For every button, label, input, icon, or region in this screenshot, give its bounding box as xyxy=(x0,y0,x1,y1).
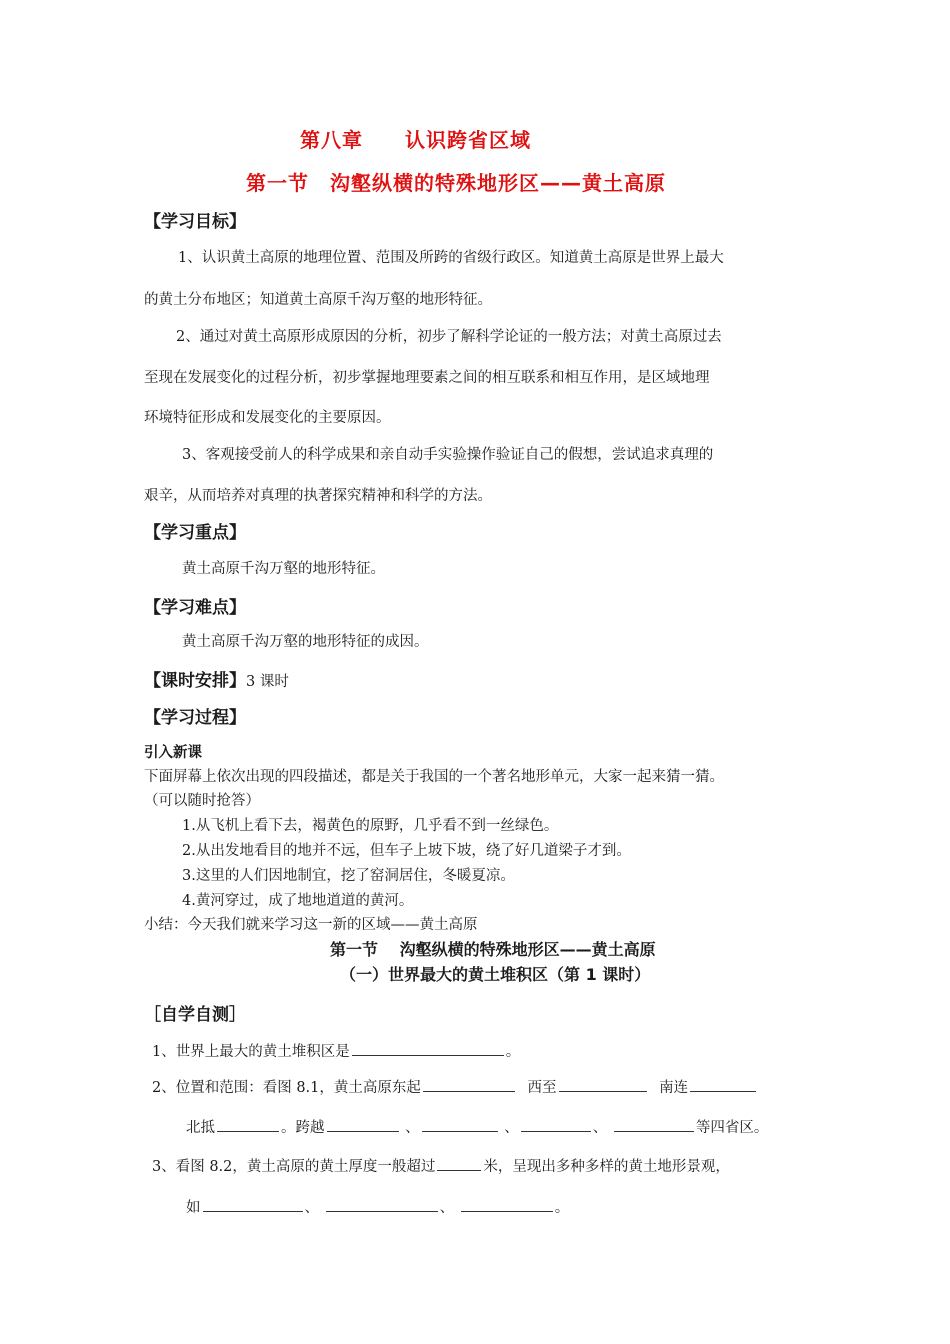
intro-item-2: 2.从出发地看目的地并不远，但车子上坡下坡，绕了好几道梁子才到。 xyxy=(182,843,631,859)
intro-item-1: 1.从飞机上看下去，褐黄色的原野，几乎看不到一丝绿色。 xyxy=(182,818,559,834)
answer-blank[interactable] xyxy=(559,1077,647,1092)
objective-2-line-2: 至现在发展变化的过程分析，初步掌握地理要素之间的相互联系和相互作用，是区域地理 xyxy=(144,370,710,386)
schedule-text: 3 课时 xyxy=(246,674,289,690)
schedule-row xyxy=(144,666,289,691)
answer-blank[interactable] xyxy=(203,1197,303,1212)
intro-title: 引入新课 xyxy=(144,745,202,761)
question-3-line-1: 3、看图 8.2，黄土高原的黄土厚度一般超过 米，呈现出多种多样的黄土地形景观， xyxy=(152,1155,730,1176)
objective-3-line-2: 艰辛，从而培养对真理的执著探究精神和科学的方法。 xyxy=(144,488,492,504)
objective-2-line-3: 环境特征形成和发展变化的主要原因。 xyxy=(144,410,391,426)
answer-blank[interactable] xyxy=(423,1077,515,1092)
question-1: 1、世界上最大的黄土堆积区是 。 xyxy=(152,1040,520,1061)
key-points-text: 黄土高原千沟万壑的地形特征。 xyxy=(182,561,385,577)
answer-blank[interactable] xyxy=(521,1117,591,1132)
answer-blank[interactable] xyxy=(327,1117,399,1132)
section-title: 第一节 沟壑纵横的特殊地形区——黄土高原 xyxy=(246,171,666,195)
key-points-heading: 【学习重点】 xyxy=(144,523,246,543)
question-3-line-2: 如 、 、 。 xyxy=(186,1196,569,1217)
intro-line-2: （可以随时抢答） xyxy=(144,793,260,809)
question-2-line-2: 北抵 。跨越 、 、 、 等四省区。 xyxy=(186,1116,768,1137)
answer-blank[interactable] xyxy=(461,1197,553,1212)
intro-summary: 小结：今天我们就来学习这一新的区域——黄土高原 xyxy=(144,917,478,933)
process-heading: 【学习过程】 xyxy=(144,708,246,728)
answer-blank[interactable] xyxy=(614,1117,694,1132)
objective-1-line-2: 的黄土分布地区；知道黄土高原千沟万壑的地形特征。 xyxy=(144,292,492,308)
chapter-title: 第八章 认识跨省区域 xyxy=(300,128,531,152)
question-2-line-1: 2、位置和范围：看图 8.1，黄土高原东起 西至 南连 xyxy=(152,1076,758,1097)
answer-blank[interactable] xyxy=(326,1197,438,1212)
intro-line-1: 下面屏幕上依次出现的四段描述，都是关于我国的一个著名地形单元，大家一起来猜一猜。 xyxy=(144,769,724,785)
section-2-title: 第一节 沟壑纵横的特殊地形区——黄土高原 xyxy=(330,940,656,959)
answer-blank[interactable] xyxy=(690,1077,756,1092)
answer-blank[interactable] xyxy=(437,1156,481,1171)
objective-1-line-1: 1、认识黄土高原的地理位置、范围及所跨的省级行政区。知道黄土高原是世界上最大 xyxy=(178,250,724,266)
intro-item-3: 3.这里的人们因地制宜，挖了窑洞居住，冬暖夏凉。 xyxy=(182,868,515,884)
answer-blank[interactable] xyxy=(352,1041,504,1056)
answer-blank[interactable] xyxy=(217,1117,279,1132)
objective-3-line-1: 3、客观接受前人的科学成果和亲自动手实验操作验证自己的假想，尝试追求真理的 xyxy=(182,447,714,463)
intro-item-4: 4.黄河穿过，成了地地道道的黄河。 xyxy=(182,893,414,909)
schedule-heading: 【课时安排】 xyxy=(144,671,246,691)
answer-blank[interactable] xyxy=(422,1117,498,1132)
self-test-heading: ［自学自测］ xyxy=(144,1005,246,1025)
objectives-heading: 【学习目标】 xyxy=(144,212,246,232)
difficulties-heading: 【学习难点】 xyxy=(144,598,246,618)
subsection-title: （一）世界最大的黄土堆积区（第 1 课时） xyxy=(340,965,651,984)
objective-2-line-1: 2、通过对黄土高原形成原因的分析，初步了解科学论证的一般方法；对黄土高原过去 xyxy=(176,329,722,345)
difficulties-text: 黄土高原千沟万壑的地形特征的成因。 xyxy=(182,634,429,650)
